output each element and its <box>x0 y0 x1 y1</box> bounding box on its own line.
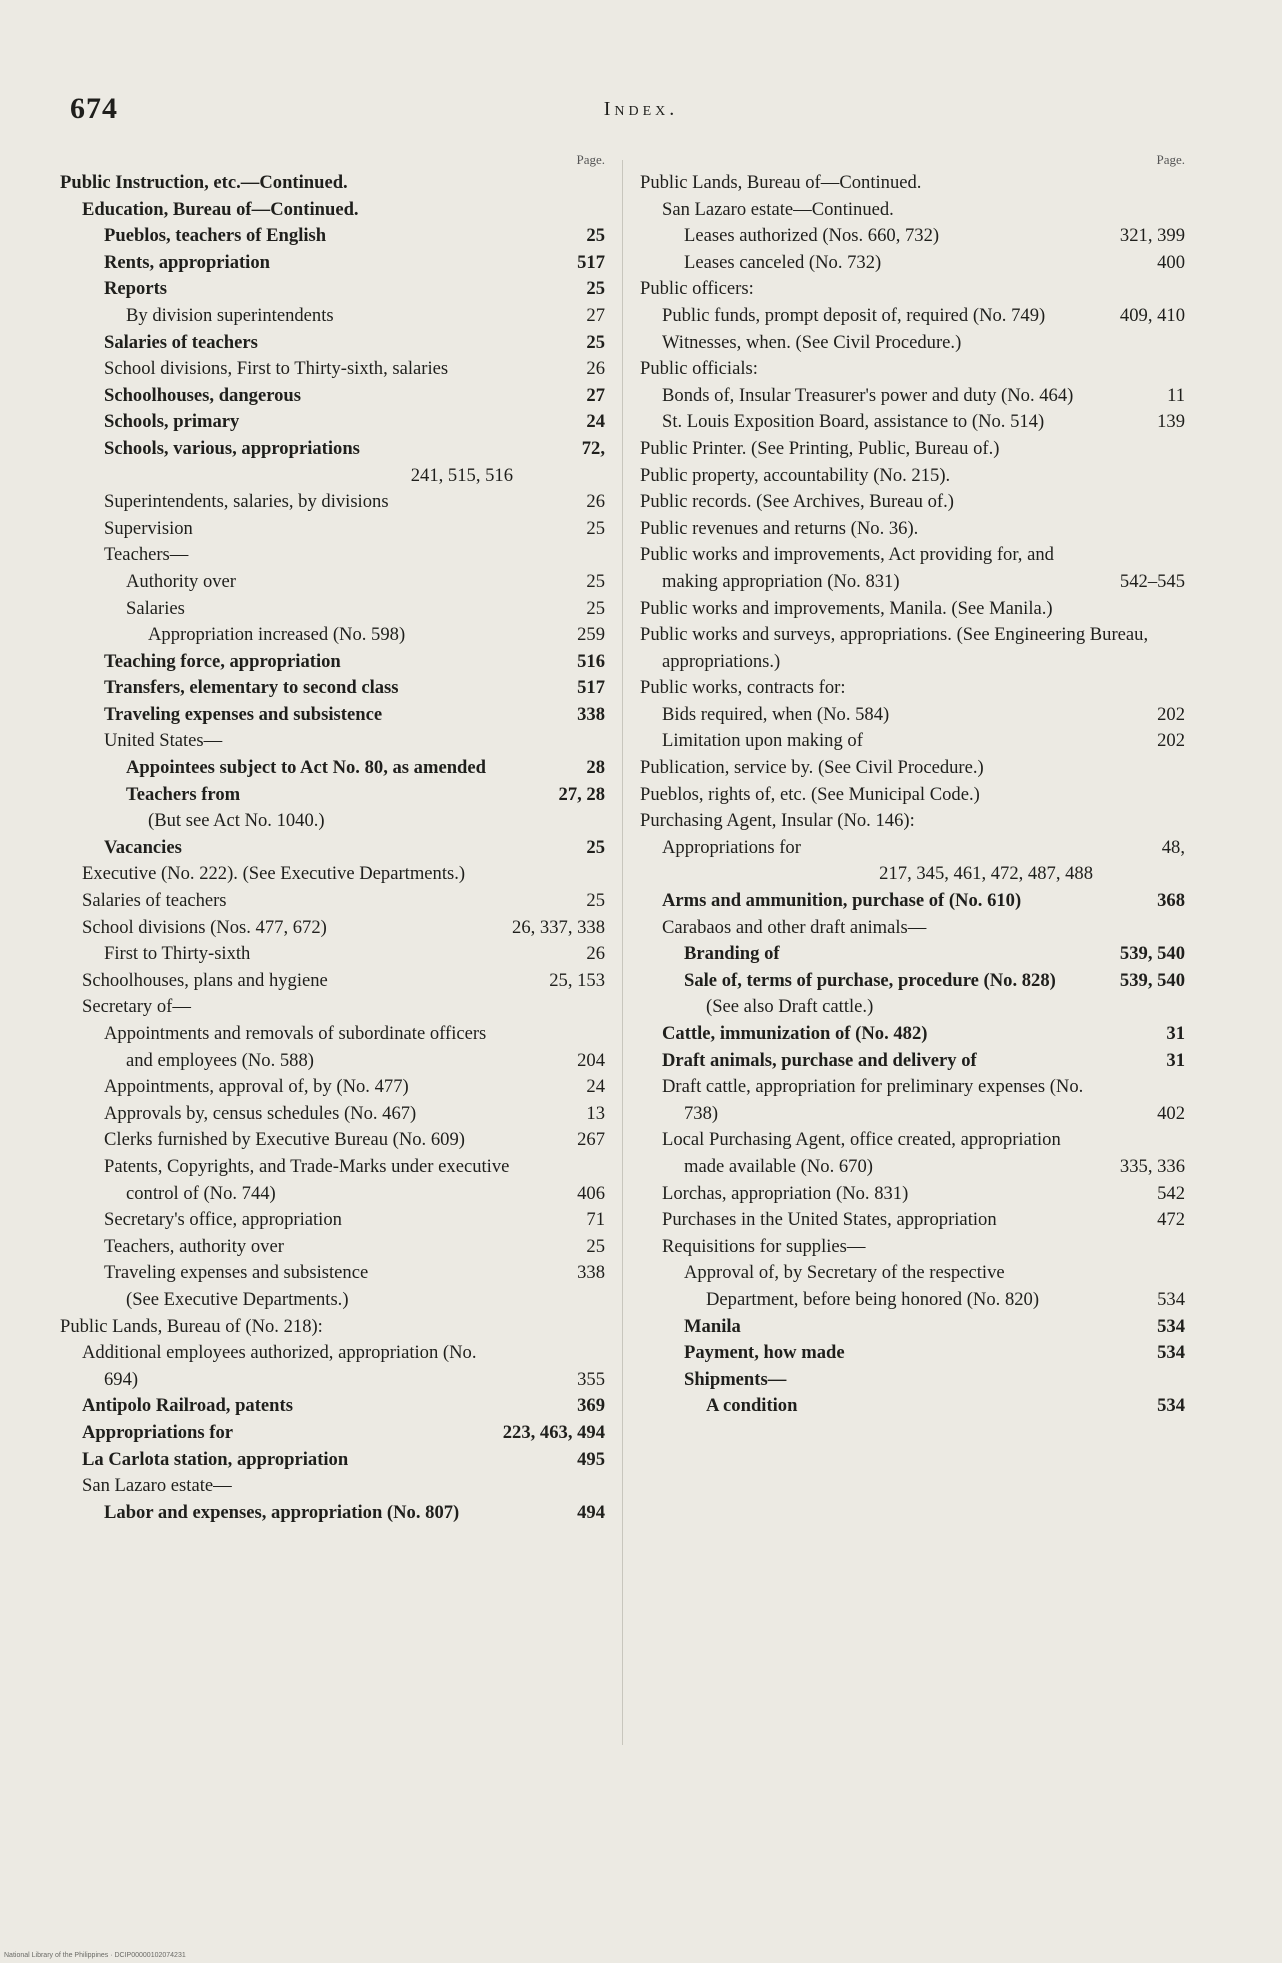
entry-text: Public Printer. (See Printing, Public, Bureau of.) <box>640 437 1000 459</box>
entry-text: Traveling expenses and subsistence <box>104 703 383 725</box>
entry-text: Draft cattle, appropriation for preliminary expenses (No. 738) <box>662 1076 1084 1124</box>
entry-text: Schools, various, appropriations <box>104 437 360 459</box>
index-entry <box>60 1021 605 1074</box>
entry-text: Sale of, terms of purchase, procedure (No. 828) <box>684 969 1056 991</box>
index-entry <box>60 463 605 490</box>
entry-page-ref: 25, 153 <box>549 969 605 991</box>
index-entry <box>60 1234 605 1261</box>
index-entry <box>640 1367 1185 1394</box>
index-entry <box>640 409 1185 436</box>
entry-page-ref: 27 <box>586 384 605 406</box>
entry-text: By division superintendents <box>126 304 334 326</box>
entry-text: Antipolo Railroad, patents <box>82 1395 293 1417</box>
index-entry <box>640 808 1185 835</box>
entry-text: Labor and expenses, appropriation (No. 807) <box>104 1501 460 1523</box>
entry-page-ref: 338 <box>577 1262 605 1284</box>
entry-text: Superintendents, salaries, by divisions <box>104 491 389 513</box>
index-entry <box>60 1314 605 1341</box>
index-entries-right <box>640 170 1185 1420</box>
page-header <box>0 92 1282 132</box>
index-entry <box>640 1021 1185 1048</box>
index-entry <box>60 276 605 303</box>
entry-text: 241, 515, 516 <box>410 464 513 486</box>
entry-page-ref: 27 <box>586 304 605 326</box>
entry-text: Arms and ammunition, purchase of (No. 610) <box>662 890 1022 912</box>
index-entry <box>60 1340 605 1393</box>
index-entry <box>60 516 605 543</box>
index-entry <box>60 356 605 383</box>
entry-page-ref: 204 <box>577 1049 605 1071</box>
entry-page-ref: 48, <box>1161 836 1185 858</box>
index-entry <box>60 675 605 702</box>
entry-page-ref: 139 <box>1157 411 1185 433</box>
entry-text: Public funds, prompt deposit of, required (No. 749) <box>662 304 1046 326</box>
index-entry <box>60 197 605 224</box>
entry-text: Public Instruction, etc.—Continued. <box>60 172 348 193</box>
entry-text: Salaries <box>126 597 185 619</box>
index-entry <box>640 702 1185 729</box>
index-entry <box>640 356 1185 383</box>
index-entry <box>640 223 1185 250</box>
entry-text: Public works and surveys, appropriations. (See Engineering Bureau, appropriations.) <box>640 624 1149 672</box>
entry-page-ref: 24 <box>586 1076 605 1098</box>
index-entry <box>60 1500 605 1527</box>
entry-page-ref: 202 <box>1157 703 1185 725</box>
entry-page-ref: 11 <box>1167 384 1185 406</box>
entry-text: San Lazaro estate— <box>82 1475 232 1497</box>
index-entry <box>60 303 605 330</box>
index-entry <box>60 1074 605 1101</box>
entry-page-ref: 409, 410 <box>1119 304 1185 326</box>
index-entry <box>60 569 605 596</box>
entry-text: Public works, contracts for: <box>640 677 846 699</box>
index-entry <box>60 782 605 809</box>
entry-page-ref: 25 <box>586 331 605 353</box>
entry-page-ref: 338 <box>577 703 605 725</box>
index-entry <box>60 728 605 755</box>
index-entry <box>60 1447 605 1474</box>
index-entry <box>60 622 605 649</box>
entry-text: Salaries of teachers <box>104 331 258 353</box>
entry-page-ref: 472 <box>1157 1209 1185 1231</box>
entry-text: Appropriations for <box>662 836 801 858</box>
index-entry <box>60 888 605 915</box>
entry-text: Lorchas, appropriation (No. 831) <box>662 1182 909 1204</box>
entry-text: Education, Bureau of—Continued. <box>82 198 359 220</box>
entry-page-ref: 31 <box>1166 1023 1185 1044</box>
index-entry <box>640 915 1185 942</box>
page-number: 674 <box>70 92 118 125</box>
entry-page-ref: 25 <box>586 890 605 912</box>
entry-text: School divisions (Nos. 477, 672) <box>82 916 327 938</box>
entry-page-ref: 534 <box>1157 1315 1185 1337</box>
index-entry <box>60 1127 605 1154</box>
entry-page-ref: 539, 540 <box>1119 943 1185 965</box>
index-entry <box>640 675 1185 702</box>
index-entry <box>640 835 1185 862</box>
entry-page-ref: 13 <box>586 1102 605 1124</box>
entry-text: Payment, how made <box>684 1342 845 1364</box>
entry-text: Witnesses, when. (See Civil Procedure.) <box>662 331 962 353</box>
entry-text: Approvals by, census schedules (No. 467) <box>104 1102 417 1124</box>
entry-text: School divisions, First to Thirty-sixth, salaries <box>104 358 449 380</box>
entry-text: Schoolhouses, dangerous <box>104 384 302 406</box>
entry-text: (See Executive Departments.) <box>126 1288 349 1310</box>
index-entry <box>60 915 605 942</box>
entry-page-ref: 355 <box>577 1368 605 1390</box>
entry-text: Secretary's office, appropriation <box>104 1209 342 1231</box>
entry-text: Supervision <box>104 517 193 539</box>
entry-text: St. Louis Exposition Board, assistance to (No. 514) <box>662 411 1045 433</box>
index-entry <box>640 1207 1185 1234</box>
entry-page-ref: 335, 336 <box>1119 1155 1185 1177</box>
entry-page-ref: 27, 28 <box>558 783 605 805</box>
entry-text: Executive (No. 222). (See Executive Departments.) <box>82 863 466 885</box>
index-entry <box>60 968 605 995</box>
entry-page-ref: 368 <box>1157 890 1185 912</box>
index-entry <box>60 1393 605 1420</box>
index-entry <box>60 994 605 1021</box>
entry-text: Rents, appropriation <box>104 251 270 273</box>
entry-text: Manila <box>684 1315 741 1337</box>
index-entry <box>60 1260 605 1287</box>
index-entry <box>60 223 605 250</box>
index-entry <box>640 622 1185 675</box>
index-entry <box>640 516 1185 543</box>
index-entry <box>60 250 605 277</box>
entry-text: Schools, primary <box>104 411 240 433</box>
entry-page-ref: 400 <box>1157 251 1185 273</box>
entry-text: Appropriation increased (No. 598) <box>148 624 406 646</box>
entry-page-ref: 25 <box>586 278 605 300</box>
index-entry <box>640 941 1185 968</box>
index-entry <box>640 1314 1185 1341</box>
entry-text: Limitation upon making of <box>662 730 863 752</box>
index-entry <box>60 436 605 463</box>
entry-page-ref: 25 <box>586 225 605 247</box>
index-entry <box>60 489 605 516</box>
index-entry <box>640 436 1185 463</box>
entry-text: Public works and improvements, Manila. (See Manila.) <box>640 597 1053 619</box>
entry-text: Vacancies <box>104 836 182 858</box>
entry-text: Public Lands, Bureau of (No. 218): <box>60 1315 323 1337</box>
index-entry <box>60 1287 605 1314</box>
entry-text: Leases authorized (Nos. 660, 732) <box>684 225 940 247</box>
index-entry <box>640 1127 1185 1180</box>
entry-text: Bids required, when (No. 584) <box>662 703 890 725</box>
entry-page-ref: 534 <box>1157 1342 1185 1364</box>
index-entry <box>640 1260 1185 1313</box>
entry-page-ref: 402 <box>1157 1102 1185 1124</box>
entry-page-ref: 223, 463, 494 <box>502 1421 605 1443</box>
entry-text: Patents, Copyrights, and Trade-Marks under executive control of (No. 744) <box>104 1155 510 1204</box>
entry-page-ref: 26 <box>586 943 605 965</box>
page-column-label: Page. <box>1156 152 1185 167</box>
entry-text: Reports <box>104 278 167 300</box>
index-entry <box>60 755 605 782</box>
entry-text: Appointments, approval of, by (No. 477) <box>104 1076 409 1098</box>
entry-page-ref: 25 <box>586 597 605 619</box>
entry-page-ref: 406 <box>577 1182 605 1204</box>
entry-text: Shipments— <box>684 1368 787 1390</box>
entry-page-ref: 369 <box>577 1395 605 1417</box>
entry-text: Secretary of— <box>82 996 191 1018</box>
scan-source-mark: National Library of the Philippines · DCIP00000102074231 <box>4 1952 186 1959</box>
entry-text: Schoolhouses, plans and hygiene <box>82 969 328 991</box>
index-entries-left <box>60 170 605 1526</box>
entry-text: Salaries of teachers <box>82 890 227 912</box>
index-entry <box>640 1074 1185 1127</box>
entry-text: Publication, service by. (See Civil Procedure.) <box>640 757 984 779</box>
index-entry <box>60 542 605 569</box>
index-entry <box>640 728 1185 755</box>
index-entry <box>60 383 605 410</box>
entry-text: Approval of, by Secretary of the respective Department, before being honored (No. 820) <box>684 1262 1040 1310</box>
index-entry <box>640 596 1185 623</box>
entry-page-ref: 259 <box>577 624 605 646</box>
entry-text: Public works and improvements, Act providing for, and making appropriation (No. 831) <box>640 544 1054 592</box>
entry-text: Public officers: <box>640 278 754 300</box>
index-entry <box>60 1473 605 1500</box>
index-entry <box>640 170 1185 197</box>
entry-text: Teachers, authority over <box>104 1235 284 1257</box>
index-entry <box>60 702 605 729</box>
entry-page-ref: 542 <box>1157 1182 1185 1204</box>
index-entry <box>640 250 1185 277</box>
entry-text: A condition <box>706 1395 798 1417</box>
entry-text: Leases canceled (No. 732) <box>684 251 882 273</box>
entry-text: Public property, accountability (No. 215). <box>640 464 951 486</box>
entry-text: Carabaos and other draft animals— <box>662 916 927 938</box>
index-entry <box>60 649 605 676</box>
entry-page-ref: 494 <box>577 1501 605 1523</box>
entry-page-ref: 28 <box>586 757 605 779</box>
index-entry <box>60 170 605 197</box>
entry-text: Cattle, immunization of (No. 482) <box>662 1023 928 1044</box>
entry-page-ref: 25 <box>586 517 605 539</box>
entry-text: Clerks furnished by Executive Bureau (No. 609) <box>104 1129 465 1151</box>
entry-text: United States— <box>104 730 223 752</box>
entry-text: Purchasing Agent, Insular (No. 146): <box>640 810 915 832</box>
index-entry <box>60 861 605 888</box>
entry-page-ref: 71 <box>586 1209 605 1231</box>
entry-text: Public records. (See Archives, Bureau of.) <box>640 491 954 513</box>
entry-page-ref: 26, 337, 338 <box>512 916 605 938</box>
entry-page-ref: 267 <box>577 1129 605 1151</box>
entry-text: Purchases in the United States, appropriation <box>662 1209 997 1231</box>
index-entry <box>640 489 1185 516</box>
entry-text: Draft animals, purchase and delivery of <box>662 1049 977 1071</box>
index-entry <box>640 968 1185 995</box>
entry-text: Requisitions for supplies— <box>662 1235 866 1257</box>
entry-text: Local Purchasing Agent, office created, appropriation made available (No. 670) <box>662 1129 1061 1177</box>
entry-text: (See also Draft cattle.) <box>706 996 874 1018</box>
entry-text: La Carlota station, appropriation <box>82 1448 349 1470</box>
entry-page-ref: 26 <box>586 491 605 513</box>
entry-text: Appropriations for <box>82 1421 234 1443</box>
entry-text: Appointments and removals of subordinate officers and employees (No. 588) <box>104 1023 487 1071</box>
index-entry <box>640 1393 1185 1420</box>
index-entry <box>640 197 1185 224</box>
entry-text: Traveling expenses and subsistence <box>104 1262 369 1284</box>
index-entry <box>60 941 605 968</box>
index-entry <box>640 542 1185 595</box>
entry-page-ref: 517 <box>577 251 605 273</box>
index-entry <box>640 330 1185 357</box>
entry-text: Additional employees authorized, appropriation (No. 694) <box>82 1342 477 1390</box>
index-column-left <box>60 152 605 1526</box>
column-divider <box>622 160 623 1745</box>
page-column-label: Page. <box>576 152 605 167</box>
index-entry <box>640 1340 1185 1367</box>
entry-page-ref: 26 <box>586 358 605 380</box>
entry-page-ref: 534 <box>1157 1288 1185 1310</box>
entry-page-ref: 31 <box>1166 1049 1185 1071</box>
index-entry <box>60 409 605 436</box>
entry-page-ref: 25 <box>586 570 605 592</box>
entry-page-ref: 542–545 <box>1119 570 1185 592</box>
index-entry <box>640 888 1185 915</box>
entry-page-ref: 321, 399 <box>1119 225 1185 247</box>
entry-page-ref: 517 <box>577 677 605 699</box>
entry-page-ref: 72, <box>581 437 605 459</box>
index-entry <box>640 782 1185 809</box>
entry-text: Public Lands, Bureau of—Continued. <box>640 172 922 193</box>
index-entry <box>640 276 1185 303</box>
entry-page-ref: 25 <box>586 1235 605 1257</box>
entry-page-ref: 24 <box>586 411 605 433</box>
index-entry <box>640 303 1185 330</box>
index-entry <box>640 1048 1185 1075</box>
entry-text: Authority over <box>126 570 236 592</box>
entry-text: San Lazaro estate—Continued. <box>662 198 894 220</box>
index-entry <box>640 861 1185 888</box>
index-entry <box>640 383 1185 410</box>
entry-page-ref: 539, 540 <box>1119 969 1185 991</box>
entry-text: Transfers, elementary to second class <box>104 677 399 699</box>
index-entry <box>60 1154 605 1207</box>
running-title: Index. <box>603 98 679 120</box>
index-entry <box>60 596 605 623</box>
entry-text: Pueblos, teachers of English <box>104 225 327 247</box>
entry-text: Appointees subject to Act No. 80, as amended <box>126 757 486 779</box>
entry-text: Pueblos, rights of, etc. (See Municipal Code.) <box>640 783 980 805</box>
index-entry <box>60 1101 605 1128</box>
index-entry <box>640 994 1185 1021</box>
index-entry <box>640 755 1185 782</box>
entry-text: (But see Act No. 1040.) <box>148 810 325 832</box>
entry-text: Bonds of, Insular Treasurer's power and duty (No. 464) <box>662 384 1074 406</box>
index-entry <box>60 835 605 862</box>
index-entry <box>60 1207 605 1234</box>
index-entry <box>60 1420 605 1447</box>
entry-text: Teachers from <box>126 783 241 805</box>
entry-page-ref: 534 <box>1157 1395 1185 1417</box>
entry-page-ref: 495 <box>577 1448 605 1470</box>
index-entry <box>60 808 605 835</box>
entry-text: Teachers— <box>104 544 189 566</box>
entry-page-ref: 202 <box>1157 730 1185 752</box>
entry-text: First to Thirty-sixth <box>104 943 251 965</box>
index-entry <box>640 1234 1185 1261</box>
entry-page-ref: 25 <box>586 836 605 858</box>
entry-text: 217, 345, 461, 472, 487, 488 <box>879 863 1093 885</box>
index-entry <box>640 463 1185 490</box>
entry-text: Public revenues and returns (No. 36). <box>640 517 919 539</box>
index-column-right <box>640 152 1185 1420</box>
entry-text: Teaching force, appropriation <box>104 650 341 672</box>
index-entry <box>640 1181 1185 1208</box>
entry-page-ref: 516 <box>577 650 605 672</box>
index-entry <box>60 330 605 357</box>
entry-text: Branding of <box>684 943 780 965</box>
entry-text: Public officials: <box>640 358 758 380</box>
